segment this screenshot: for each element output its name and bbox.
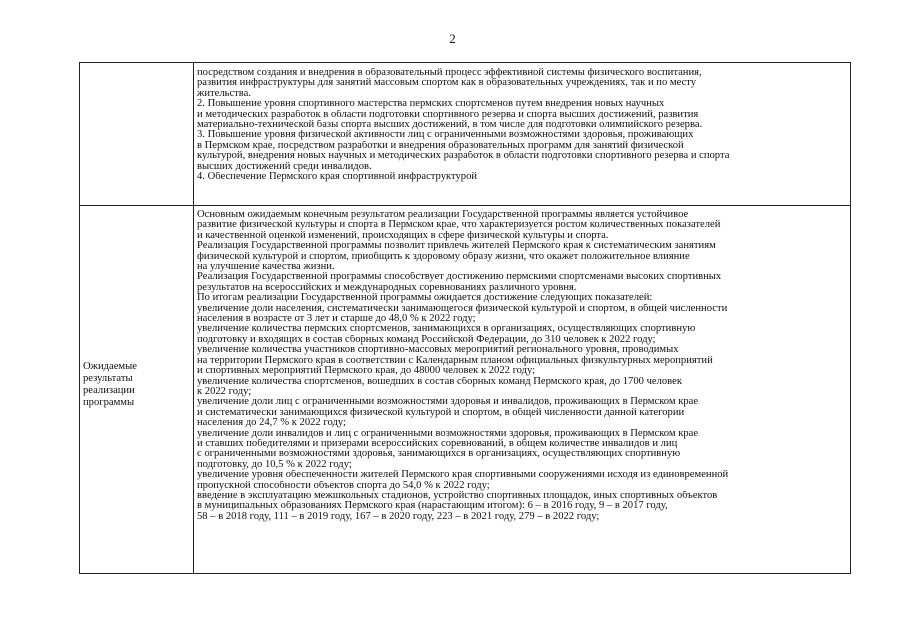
text-line: в муниципальных образованиях Пермского края (нарастающим итогом): 6 – в 2016 году, 9 – в 2017 году,	[197, 501, 668, 512]
text-line: увеличение доли лиц с ограниченными возможностями здоровья и инвалидов, проживающих в Пермском крае	[197, 397, 699, 408]
label-line: реализации	[83, 385, 135, 396]
text-line: Реализация Государственной программы способствует достижению пермскими спортсменами высоких спортивных	[197, 272, 722, 283]
text-line: результатов на всероссийских и международных соревнованиях различного уровня.	[197, 282, 577, 293]
text-line: высших достижений среди инвалидов.	[197, 161, 372, 172]
text-line: развитие физической культуры и спорта в Пермском крае, что характеризуется ростом количественных показателей	[197, 220, 721, 231]
text-line: в Пермском крае, посредством разработки и внедрения образовательных программ для занятий физической	[197, 140, 684, 151]
text-line: населения в возрасте от 3 лет и старше до 48,0 % к 2022 году;	[197, 314, 476, 325]
text-line: посредством создания и внедрения в образовательный процесс эффективной системы физического воспитания,	[197, 68, 702, 78]
row1-content-cell	[197, 68, 844, 182]
text-line: увеличение уровня обеспеченности жителей Пермского края спортивными сооружениями исходя из единовременной	[197, 470, 729, 481]
text-line: 3. Повышение уровня физической активности лиц с ограниченными возможностями здоровья, проживающих	[197, 130, 694, 141]
page-number: 2	[449, 31, 456, 46]
column-divider	[193, 63, 194, 573]
text-line: введение в эксплуатацию межшкольных стадионов, устройство спортивных площадок, иных спортивных объектов	[197, 490, 718, 501]
text-line: По итогам реализации Государственной программы ожидается достижение следующих показателей:	[197, 293, 653, 304]
text-line: Основным ожидаемым конечным результатом реализации Государственной программы является устойчивое	[197, 210, 689, 220]
text-line: развития инфраструктуры для занятий массовым спортом как в образовательных учреждениях, так и по месту	[197, 78, 697, 89]
text-line: на улучшение качества жизни.	[197, 262, 335, 273]
text-line: 2. Повышение уровня спортивного мастерства пермских спортсменов путем внедрения новых научных	[197, 99, 665, 110]
text-line: физической культурой и спортом, приобщить к здоровому образу жизни, что окажет положительное влияние	[197, 251, 690, 262]
text-line: и методических разработок в области подготовки спортивного резерва и спорта высших достижений, развития	[197, 109, 699, 120]
text-line: пропускной способности объектов спорта до 54,0 % к 2022 году;	[197, 480, 490, 491]
text-line: и ставших победителями и призерами всероссийских соревнований, в общем количестве инвалидов и лиц	[197, 438, 678, 449]
expected-results-label	[83, 361, 191, 409]
text-line: и систематически занимающихся физической культурой и спортом, в общей численности данной категории	[197, 407, 685, 418]
program-table	[79, 62, 851, 574]
label-line: Ожидаемые	[83, 361, 137, 372]
text-line: 58 – в 2018 году, 111 – в 2019 году, 167 – в 2020 году, 223 – в 2021 году, 279 – в 2022 году;	[197, 511, 600, 522]
text-line: культурой, внедрения новых научных и методических разработок в области подготовки спортивного резерва и спорта	[197, 151, 730, 162]
text-line: и качественной оценкой изменений, происходящих в сфере физической культуры и спорта.	[197, 230, 609, 241]
text-line: подготовку и входящих в состав сборных команд Российской Федерации, до 310 человек к 2022 году;	[197, 334, 656, 345]
text-line: на территории Пермского края в соответствии с Календарным планом официальных физкультурных мероприятий	[197, 355, 713, 366]
text-line: увеличение количества спортсменов, вошедших в состав сборных команд Пермского края, до 1700 человек	[197, 376, 682, 387]
text-line: материально-технической базы спорта высших достижений, в том числе для подготовки олимпийского резерва.	[197, 120, 703, 131]
text-line: и спортивных мероприятий Пермского края, до 48000 человек к 2022 году;	[197, 366, 536, 377]
row-divider	[80, 205, 850, 206]
expected-results-content-cell	[197, 210, 844, 522]
text-line: увеличение количества пермских спортсменов, занимающихся в организациях, осуществляющих спортивную	[197, 324, 696, 335]
text-line: населения до 24,7 % к 2022 году;	[197, 418, 346, 429]
text-line: увеличение количества участников спортивно-массовых мероприятий регионального уровня, проводимых	[197, 345, 679, 356]
label-line: программы	[83, 397, 135, 408]
text-line: увеличение доли инвалидов и лиц с ограниченными возможностями здоровья, проживающих в Пермском крае	[197, 428, 699, 439]
text-line: 4. Обеспечение Пермского края спортивной инфраструктурой	[197, 172, 478, 183]
text-line: с ограниченными возможностями здоровья, занимающихся в организациях, осуществляющих спортивную	[197, 449, 681, 460]
text-line: Реализация Государственной программы позволит привлечь жителей Пермского края к систематическим занятиям	[197, 241, 716, 252]
text-line: увеличение доли населения, систематически занимающегося физической культурой и спортом, в общей численности	[197, 303, 728, 314]
text-line: к 2022 году;	[197, 386, 252, 397]
label-line: результаты	[83, 373, 133, 384]
text-line: подготовку, до 10,5 % к 2022 году;	[197, 459, 352, 470]
text-line: жительства.	[197, 88, 251, 99]
